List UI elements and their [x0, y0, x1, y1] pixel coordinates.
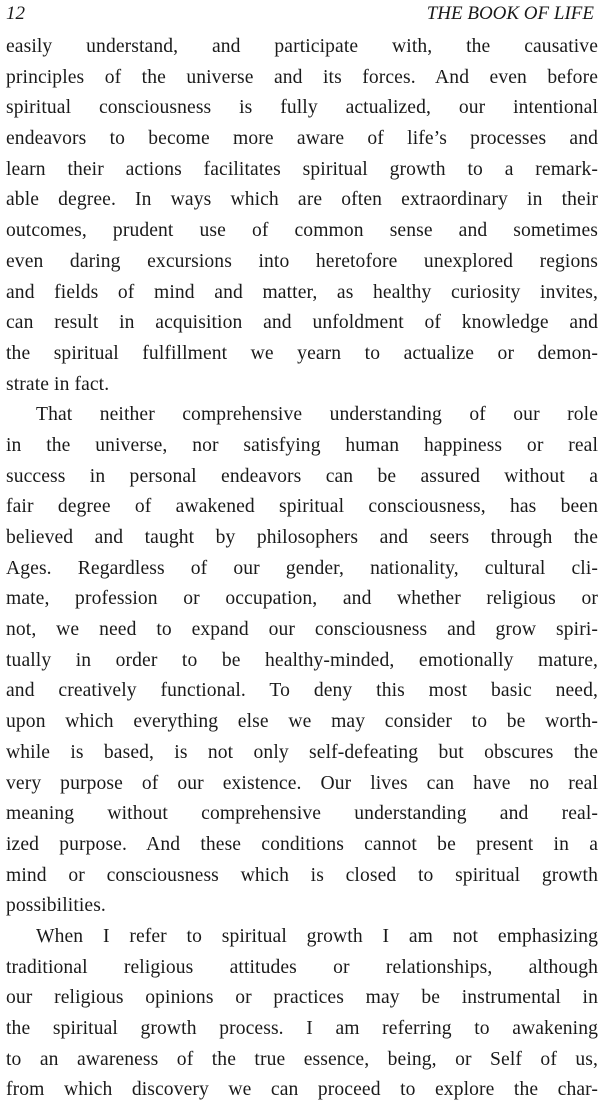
text-line: mind or consciousness which is closed to spiritual growth	[6, 864, 598, 886]
text-line: tually in order to be healthy-minded, emotionally mature,	[6, 649, 598, 671]
text-line: to an awareness of the true essence, being, or Self of us,	[6, 1048, 598, 1070]
text-line: principles of the universe and its forces. And even before	[6, 66, 598, 88]
text-line: ized purpose. And these conditions cannot be present in a	[6, 833, 598, 855]
text-line: in the universe, nor satisfying human happiness or real	[6, 434, 598, 456]
text-line: easily understand, and participate with, the causative	[6, 36, 598, 57]
text-line: very purpose of our existence. Our lives can have no real	[6, 772, 598, 794]
text-line: able degree. In ways which are often extraordinary in their	[6, 189, 598, 211]
text-line: from which discovery we can proceed to explore the char-	[6, 1079, 598, 1101]
text-line: learn their actions facilitates spiritual growth to a remark-	[6, 158, 598, 180]
text-line: our religious opinions or practices may be instrumental in	[6, 987, 598, 1009]
text-line: while is based, is not only self-defeating but obscures the	[6, 741, 598, 763]
text-line: can result in acquisition and unfoldment of knowledge and	[6, 312, 598, 334]
text-line: That neither comprehensive understanding of our role	[36, 404, 598, 426]
text-line: success in personal endeavors can be assured without a	[6, 465, 598, 487]
text-line: upon which everything else we may consider to be worth-	[6, 711, 598, 733]
paragraph-3	[6, 922, 598, 1106]
body-text	[6, 32, 598, 1106]
text-line: outcomes, prudent use of common sense and sometimes	[6, 220, 598, 242]
text-line: endeavors to become more aware of life’s processes and	[6, 128, 598, 150]
text-line: traditional religious attitudes or relationships, although	[6, 956, 598, 978]
text-line: even daring excursions into heretofore unexplored regions	[6, 250, 598, 272]
text-line: not, we need to expand our consciousness and grow spiri-	[6, 619, 598, 641]
text-line: meaning without comprehensive understanding and real-	[6, 803, 598, 825]
text-line: the spiritual growth process. I am referring to awakening	[6, 1018, 598, 1039]
paragraph-1	[6, 32, 598, 400]
book-title: THE BOOK OF LIFE	[426, 3, 594, 24]
text-line: Ages. Regardless of our gender, nationality, cultural cli-	[6, 557, 598, 579]
text-line: believed and taught by philosophers and seers through the	[6, 527, 598, 548]
text-line: possibilities.	[6, 895, 106, 917]
paragraph-2	[6, 400, 598, 922]
page-number: 12	[6, 3, 25, 24]
text-line: and fields of mind and matter, as healthy curiosity invites,	[6, 281, 598, 303]
text-line: strate in fact.	[6, 373, 110, 395]
text-line: spiritual consciousness is fully actualized, our intentional	[6, 97, 598, 119]
text-line: the spiritual fulfillment we yearn to actualize or demon-	[6, 342, 598, 364]
running-header	[6, 2, 594, 26]
text-line: and creatively functional. To deny this most basic need,	[6, 680, 598, 702]
text-line: mate, profession or occupation, and whether religious or	[6, 588, 598, 610]
text-line: fair degree of awakened spiritual consciousness, has been	[6, 496, 598, 518]
text-line: When I refer to spiritual growth I am not emphasizing	[36, 925, 598, 947]
